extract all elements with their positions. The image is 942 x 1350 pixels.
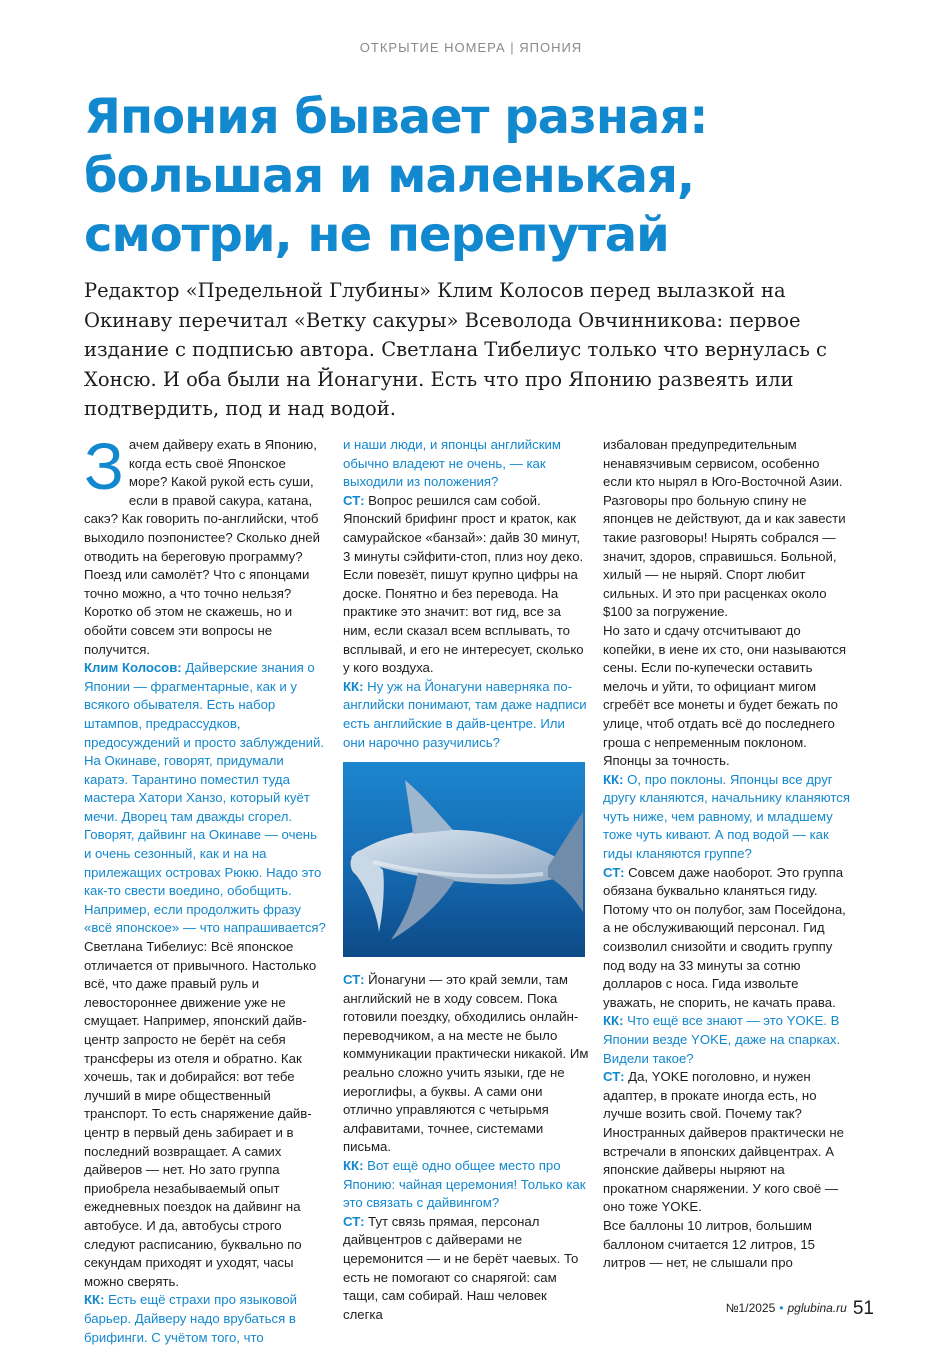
speaker-label: СТ:: [343, 972, 365, 988]
question-paragraph: [84, 1291, 326, 1347]
answer-text: Тут связь прямая, персонал дайвцентров с дайверами не церемонится — и не берёт чаевых. То есть не помогают со снарягой: сам тащи, сам собирай. Наш человек слегка: [343, 1213, 579, 1322]
answer-text: Вопрос решился сам собой. Японский брифинг прост и краток, как самурайское «банзай»: дайв 30 минут, 3 минуты сэйфити-стоп, плиз ноу деко. Если повезёт, пишут крупно цифры на доске. Понятно и без перевода. На практике это значит: вот гид, все за ним, если сказал всем всплывать, то всплывай, и его не интересует, сколько у кого воздуха.: [343, 492, 584, 676]
page-number: 51: [852, 1298, 874, 1319]
intro-paragraph: [84, 429, 326, 659]
question-text: Вот ещё одно общее место про Японию: чайная церемония! Только как это связать с дайвингом?: [343, 1158, 586, 1211]
answer-paragraph: Светлана Тибелиус: Всё японское отличается от привычного. Настолько всё, что даже правый руль и левостороннее движение уже не смущает. Например, японский дайв-центр запросто не берёт на себя трансферы из отеля и обратно. Как хочешь, так и добирайся: вот тебе лучший в мире общественный транспорт. То есть снаряжение дайв-центр в первый день забирает и в последний возвращает. А самих дайверов — нет. Но зато группа приобрела незабываемый опыт ежедневных поездок на дайвинг на автобусе. И да, автобусы строго следуют расписанию, буквально по секундам приходят и уходят, часы можно сверять.: [84, 939, 317, 1289]
answer-text: Да, YOKE поголовно, и нужен адаптер, в прокате иногда есть, но лучше возить свой. Почему так? Иностранных дайверов практически не встречали в японских дайвцентрах. А японские дайверы ныряют на прокатном снаряжении. У кого своё — оно тоже YOKE.: [603, 1069, 844, 1215]
answer-paragraph: [343, 492, 590, 678]
question-text: Что ещё все знают — это YOKE. В Японии везде YOKE, даже на спарках. Видели такое?: [603, 1013, 841, 1066]
speaker-label: СТ:: [603, 864, 625, 880]
headline-line-3: смотри, не перепутай: [84, 207, 669, 263]
article-column-3: [603, 436, 851, 1273]
question-text: Дайверские знания о Японии — фрагментарные, как и у всякого обывателя. Есть набор штампов, предрассудков, предосуждений и просто заблуждений. На Окинаве, говорят, придумали каратэ. Тарантино поместил туда мастера Хатори Ханзо, который куёт мечи. Дворец там дважды сгорел. Говорят, дайвинг на Окинаве — очень и очень сезонный, как и на на прилежащих островах Рюкю. Надо это как-то свести воедино, обобщить. Например, если продолжить фразу «всё японское» — что напрашивается?: [84, 660, 326, 936]
speaker-label: СТ:: [603, 1069, 625, 1085]
issue-number: №1/2025: [725, 1301, 776, 1315]
question-paragraph: [84, 659, 326, 938]
headline-line-1: Япония бывает разная:: [84, 89, 708, 145]
answer-text: Совсем даже наоборот. Это группа обязана буквально кланяться гиду. Потому что он полубог, зам Посейдона, а не обслуживающий персонал. Гид соизволил снизойти и сводить группу под воду на 33 минуты за сотню долларов с носа. Гида извольте уважать, не спорить, не качать права.: [603, 864, 846, 1010]
answer-continuation: избалован предупредительным ненавязчивым сервисом, особенно если кто нырял в Юго-Восточной Азии. Разговоры про больную спину не японцев не действуют, да и как завести такие разговоры! Нырять собрался — значит, здоров, справишься. Больной, хилый — не ныряй. Спорт любит сильных. И это при расценках около $100 за погружение.: [603, 437, 846, 620]
speaker-label: Клим Колосов:: [84, 660, 182, 676]
hammerhead-shark-photo: [343, 762, 585, 957]
site-url: pglubina.ru: [787, 1301, 847, 1315]
drop-cap: З: [84, 429, 124, 503]
speaker-label: КК:: [84, 1292, 105, 1308]
question-text: О, про поклоны. Японцы все друг другу кланяются, начальнику кланяются чуть ниже, чем равному, и младшему тоже чуть кивают. А под водой — как гиды кланяются группе?: [603, 771, 850, 862]
speaker-label: КК:: [343, 678, 364, 694]
intro-text: ачем дайверу ехать в Японию, когда есть своё Японское море? Какой рукой есть суши, если в правой сакура, катана, сакэ? Как говорить по-английски, чтоб выходило поэпонистее? Сколько дней отводить на береговую программу? Поезд или самолёт? Что с японцами точно можно, а что точно нельзя? Коротко об этом не скажешь, но и обойти совсем эти вопросы не получится.: [84, 437, 321, 657]
shark-illustration: [343, 762, 585, 957]
body-paragraph: Но зато и сдачу отсчитывают до копейки, в иене их сто, они называются сены. Если по-купечески оставить мелочь и уйти, то официант мигом сгребёт все монеты и будет бежать по улице, чтоб отдать всё до последнего гроша с непременным поклоном. Японцы за точность.: [603, 622, 847, 769]
speaker-label: КК:: [603, 771, 624, 787]
question-text: Есть ещё страхи про языковой барьер. Дайверу надо врубаться в брифинги. С учётом того, что: [84, 1292, 298, 1345]
question-continuation: и наши люди, и японцы английским обычно владеют не очень, — как выходили из положения?: [343, 437, 561, 490]
speaker-label: СТ:: [343, 1213, 365, 1229]
headline: [84, 88, 884, 265]
headline-line-2: большая и маленькая,: [84, 148, 695, 204]
answer-paragraph: [603, 1068, 851, 1217]
question-paragraph: [343, 1157, 590, 1213]
answer-text: Йонагуни — это край земли, там английский не в ходу совсем. Пока готовили поездку, обходились онлайн-переводчиком, а на месте не было коммуникации практически никакой. Им реально сложно учить языки, где не иероглифы, а буквы. А сами они отлично управляются с четырьмя алфавитами, точнее, системами письма.: [343, 972, 589, 1155]
speaker-label: КК:: [603, 1013, 624, 1029]
answer-paragraph: [343, 1213, 590, 1325]
lead-paragraph: Редактор «Предельной Глубины» Клим Колосов перед вылазкой на Окинаву перечитал «Ветку сакуры» Всеволода Овчинникова: первое издание с подписью автора. Светлана Тибелиус только что вернулась с Хонсю. И оба были на Йонагуни. Есть что про Японию развеять или подтвердить, под и над водой.: [84, 279, 827, 420]
speaker-label: КК:: [343, 1158, 364, 1174]
question-paragraph: [603, 1012, 851, 1068]
question-paragraph: [603, 771, 851, 864]
speaker-label: СТ:: [343, 492, 365, 508]
question-text: Ну уж на Йонагуни наверняка по-английски понимают, там даже надписи есть английские в дайв-центре. Или они нарочно разучились?: [343, 678, 587, 750]
question-paragraph: [343, 678, 590, 752]
answer-paragraph: [603, 864, 851, 1013]
body-paragraph: Все баллоны 10 литров, большим баллоном считается 12 литров, 15 литров — нет, не слышали про: [603, 1217, 816, 1271]
answer-paragraph: [343, 971, 590, 1157]
separator-dot: •: [779, 1301, 784, 1315]
article-column-1: [84, 429, 326, 1347]
page-footer: [726, 1298, 874, 1320]
section-label: ОТКРЫТИЕ НОМЕРА | ЯПОНИЯ: [359, 40, 583, 55]
article-column-2: [343, 436, 590, 1324]
